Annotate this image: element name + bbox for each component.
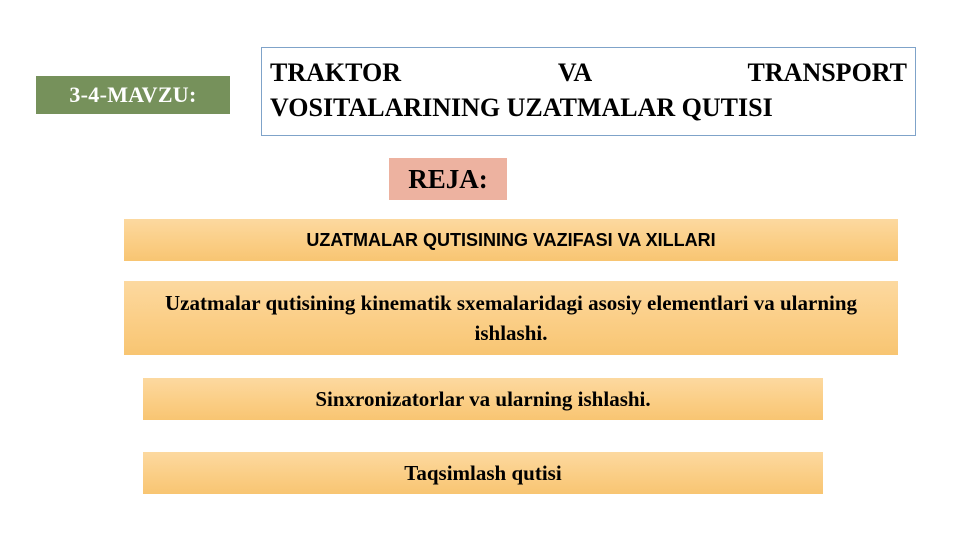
agenda-item-label: Taqsimlash qutisi [404,461,562,485]
plan-header-box [389,158,507,200]
agenda-item-2 [124,281,898,355]
slide-title-box [261,47,916,136]
slide-title-line-2: VOSITALARINING UZATMALAR QUTISI [270,93,773,122]
agenda-item-label: Sinxronizatorlar va ularning ishlashi. [315,387,651,411]
topic-badge-label: 3-4-MAVZU: [69,82,197,107]
agenda-item-1 [124,219,898,261]
topic-badge [36,76,230,114]
slide-title-line-1: TRAKTOR VA TRANSPORT [270,58,907,87]
agenda-item-4 [143,452,823,494]
agenda-item-label: UZATMALAR QUTISINING VAZIFASI VA XILLARI [306,230,716,250]
agenda-item-3 [143,378,823,420]
plan-header-label: REJA: [408,163,488,194]
agenda-item-label: Uzatmalar qutisining kinematik sxemalaridagi asosiy elementlari va ularning ishlashi. [164,291,858,345]
